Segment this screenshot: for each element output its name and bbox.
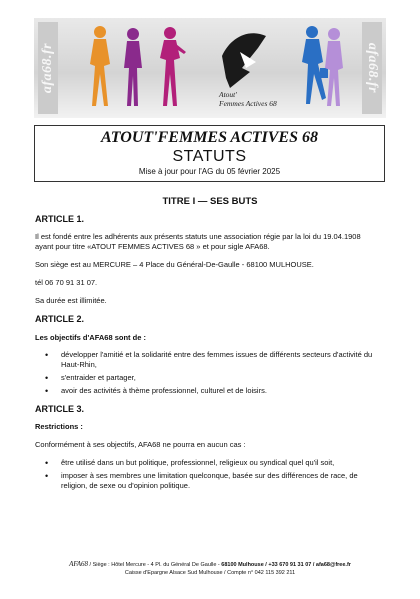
update-note: Mise à jour pour l'AG du 05 février 2025 — [138, 167, 281, 176]
article-3-intro: Conformément à ses objectifs, AFA68 ne pourra en aucun cas : — [35, 440, 246, 449]
article-3-heading: ARTICLE 3. — [35, 404, 85, 414]
article-1-seat: Son siège est au MERCURE – 4 Place du Général-De-Gaulle - 68100 MULHOUSE. — [35, 260, 314, 269]
list-item: • développer l'amitié et la solidarité entre des femmes issues de différents secteurs d'activité du Haut-Rhin, — [35, 350, 385, 370]
magenta-woman-figure — [160, 27, 186, 106]
footer-bank: Caisse d'Epargne Alsace Sud Mulhouse / Compte n° 042 115 392 211 — [124, 570, 296, 576]
title-box — [34, 125, 385, 182]
article-1-paragraph: Il est fondé entre les adhérents aux présents statuts une association régie par la loi du 19.04.1908 ayant pour titre «ATOUT FEMMES ACTIVES 68 » et pour sigle AFA68. — [35, 232, 361, 251]
footer-address: AFA68 / Siège : Hôtel Mercure - 4 Pl. du Général De Gaulle - 68100 Mulhouse / +33 670 91 31 07 / afa68@free.fr — [69, 560, 351, 568]
article-1-heading: ARTICLE 1. — [35, 214, 85, 224]
list-item: • être utilisé dans un but politique, professionnel, religieux ou syndical quel qu'il soit, — [35, 458, 385, 468]
article-2-objectives-list — [35, 350, 385, 399]
footer-contact: 68100 Mulhouse / +33 670 91 31 07 / afa68@free.fr — [221, 562, 351, 568]
list-item: • avoir des activités à thème professionnel, culturel et de loisirs. — [35, 386, 385, 396]
section-title: TITRE I — SES BUTS — [162, 196, 258, 207]
article-2-heading: ARTICLE 2. — [35, 314, 85, 324]
article-1-phone: tél 06 70 91 31 07. — [35, 278, 98, 287]
women-silhouettes-illustration — [34, 18, 386, 118]
list-item: • s'entraider et partager, — [35, 373, 385, 383]
profile-face-graphic — [222, 33, 266, 88]
organization-name: ATOUT'FEMMES ACTIVES 68 — [101, 129, 318, 146]
article-3-restrictions-list — [35, 458, 385, 494]
banner-tagline: Atout' Femmes Actives 68 — [219, 90, 277, 108]
purple-woman-figure — [124, 28, 142, 106]
document-title: STATUTS — [172, 148, 247, 165]
left-logo: afa68.fr — [38, 22, 58, 114]
header-banner — [34, 18, 386, 118]
blue-woman-figure — [302, 26, 328, 104]
orange-woman-figure — [90, 26, 110, 106]
article-1-duration: Sa durée est illimitée. — [35, 296, 107, 305]
right-logo: afa68.fr — [362, 22, 382, 114]
footer-brand: AFA68 — [69, 560, 88, 568]
article-3-restrictions-heading: Restrictions : — [35, 422, 83, 431]
list-item: • imposer à ses membres une limitation quelconque, basée sur des différences de race, de religion, de sexe ou d'opinion politique. — [35, 471, 385, 491]
article-2-objectives-heading: Les objectifs d'AFA68 sont de : — [35, 333, 146, 342]
violet-woman-figure — [325, 28, 343, 106]
